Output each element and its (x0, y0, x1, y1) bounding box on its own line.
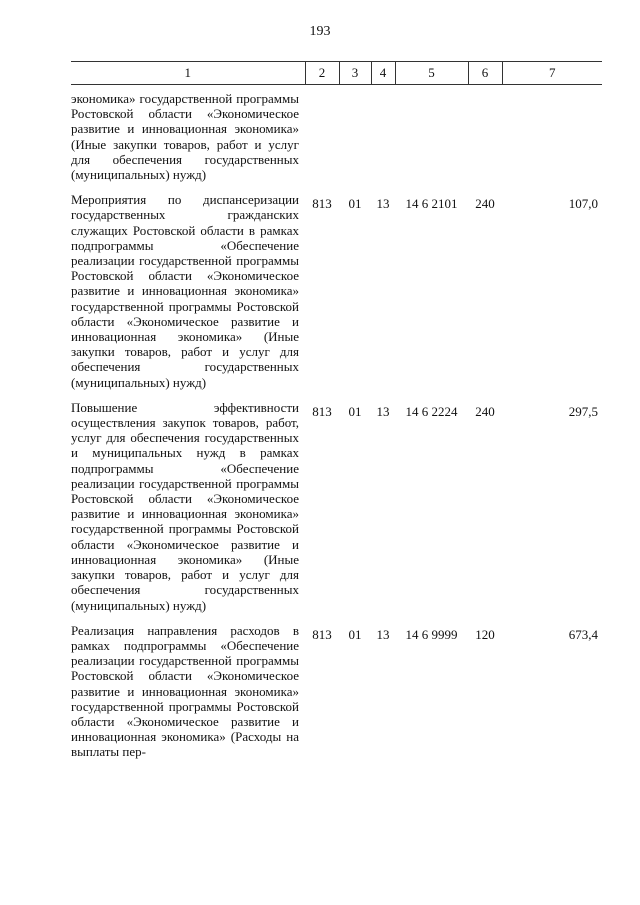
table-row (71, 623, 602, 770)
row-ministry-code: 813 (312, 196, 332, 212)
row-ministry-code (305, 85, 339, 193)
row-description: Повышение эффективности осуществления закупок товаров, работ, услуг для обеспечения государственных и муниципальных нужд в рамках подпрограммы «Обеспечение реализации государственной программы Ростовской области «Экономическое развитие и инновационная экономика» государственной программы Ростовской области «Экономическое развитие и инновационная экономика» (Иные закупки товаров, работ и услуг для обеспечения государственных (муниципальных) нужд) (71, 399, 299, 613)
table-row (71, 85, 602, 193)
column-header-3: 3 (339, 62, 371, 85)
page-number: 193 (309, 24, 331, 39)
row-ministry-code: 813 (312, 403, 332, 419)
header-row (71, 62, 602, 85)
row-section-code: 01 (348, 626, 362, 642)
row-description: Мероприятия по диспансеризации государственных гражданских служащих Ростовской области в рамках подпрограммы «Обеспечение реализации государственной программы Ростовской области «Экономическое развитие и инновационная экономика» государственной программы Ростовской области «Экономическое развитие и инновационная экономика» (Иные закупки товаров, работ и услуг для обеспечения государственных (муниципальных) нужд) (71, 192, 299, 390)
row-ministry-code: 813 (312, 626, 332, 642)
column-header-1: 1 (71, 62, 305, 85)
row-target-item (395, 85, 468, 193)
table-row (71, 192, 602, 400)
row-amount: 107,0 (568, 196, 598, 212)
row-section-code: 01 (348, 403, 362, 419)
row-subsection-code: 13 (376, 196, 390, 212)
column-header-6: 6 (468, 62, 502, 85)
row-amount: 297,5 (568, 403, 598, 419)
budget-table (71, 61, 602, 770)
row-expense-type (468, 85, 502, 193)
row-description: экономика» государственной программы Ростовской области «Экономическое развитие и инновационная экономика» (Иные закупки товаров, работ и услуг для обеспечения государственных (муниципальных) нужд) (71, 91, 299, 183)
table-row (71, 400, 602, 623)
row-description: Реализация направления расходов в рамках подпрограммы «Обеспечение реализации государственной программы Ростовской области «Экономическое развитие и инновационная экономика» государственной программы Ростовской области «Экономическое развитие и инновационная экономика» (Расходы на выплаты пер- (71, 622, 299, 760)
row-amount: 673,4 (568, 626, 598, 642)
column-header-5: 5 (395, 62, 468, 85)
column-header-2: 2 (305, 62, 339, 85)
row-subsection-code (371, 85, 395, 193)
column-header-7: 7 (502, 62, 602, 85)
row-subsection-code: 13 (376, 403, 390, 419)
row-amount (502, 85, 602, 193)
column-header-4: 4 (371, 62, 395, 85)
row-expense-type: 240 (475, 403, 495, 419)
row-target-item: 14 6 2101 (405, 196, 458, 212)
row-subsection-code: 13 (376, 626, 390, 642)
row-section-code: 01 (348, 196, 362, 212)
row-section-code (339, 85, 371, 193)
row-target-item: 14 6 2224 (405, 403, 458, 419)
row-expense-type: 240 (475, 196, 495, 212)
row-target-item: 14 6 9999 (405, 626, 458, 642)
table-header (71, 62, 602, 85)
row-expense-type: 120 (475, 626, 495, 642)
table-body (71, 85, 602, 770)
